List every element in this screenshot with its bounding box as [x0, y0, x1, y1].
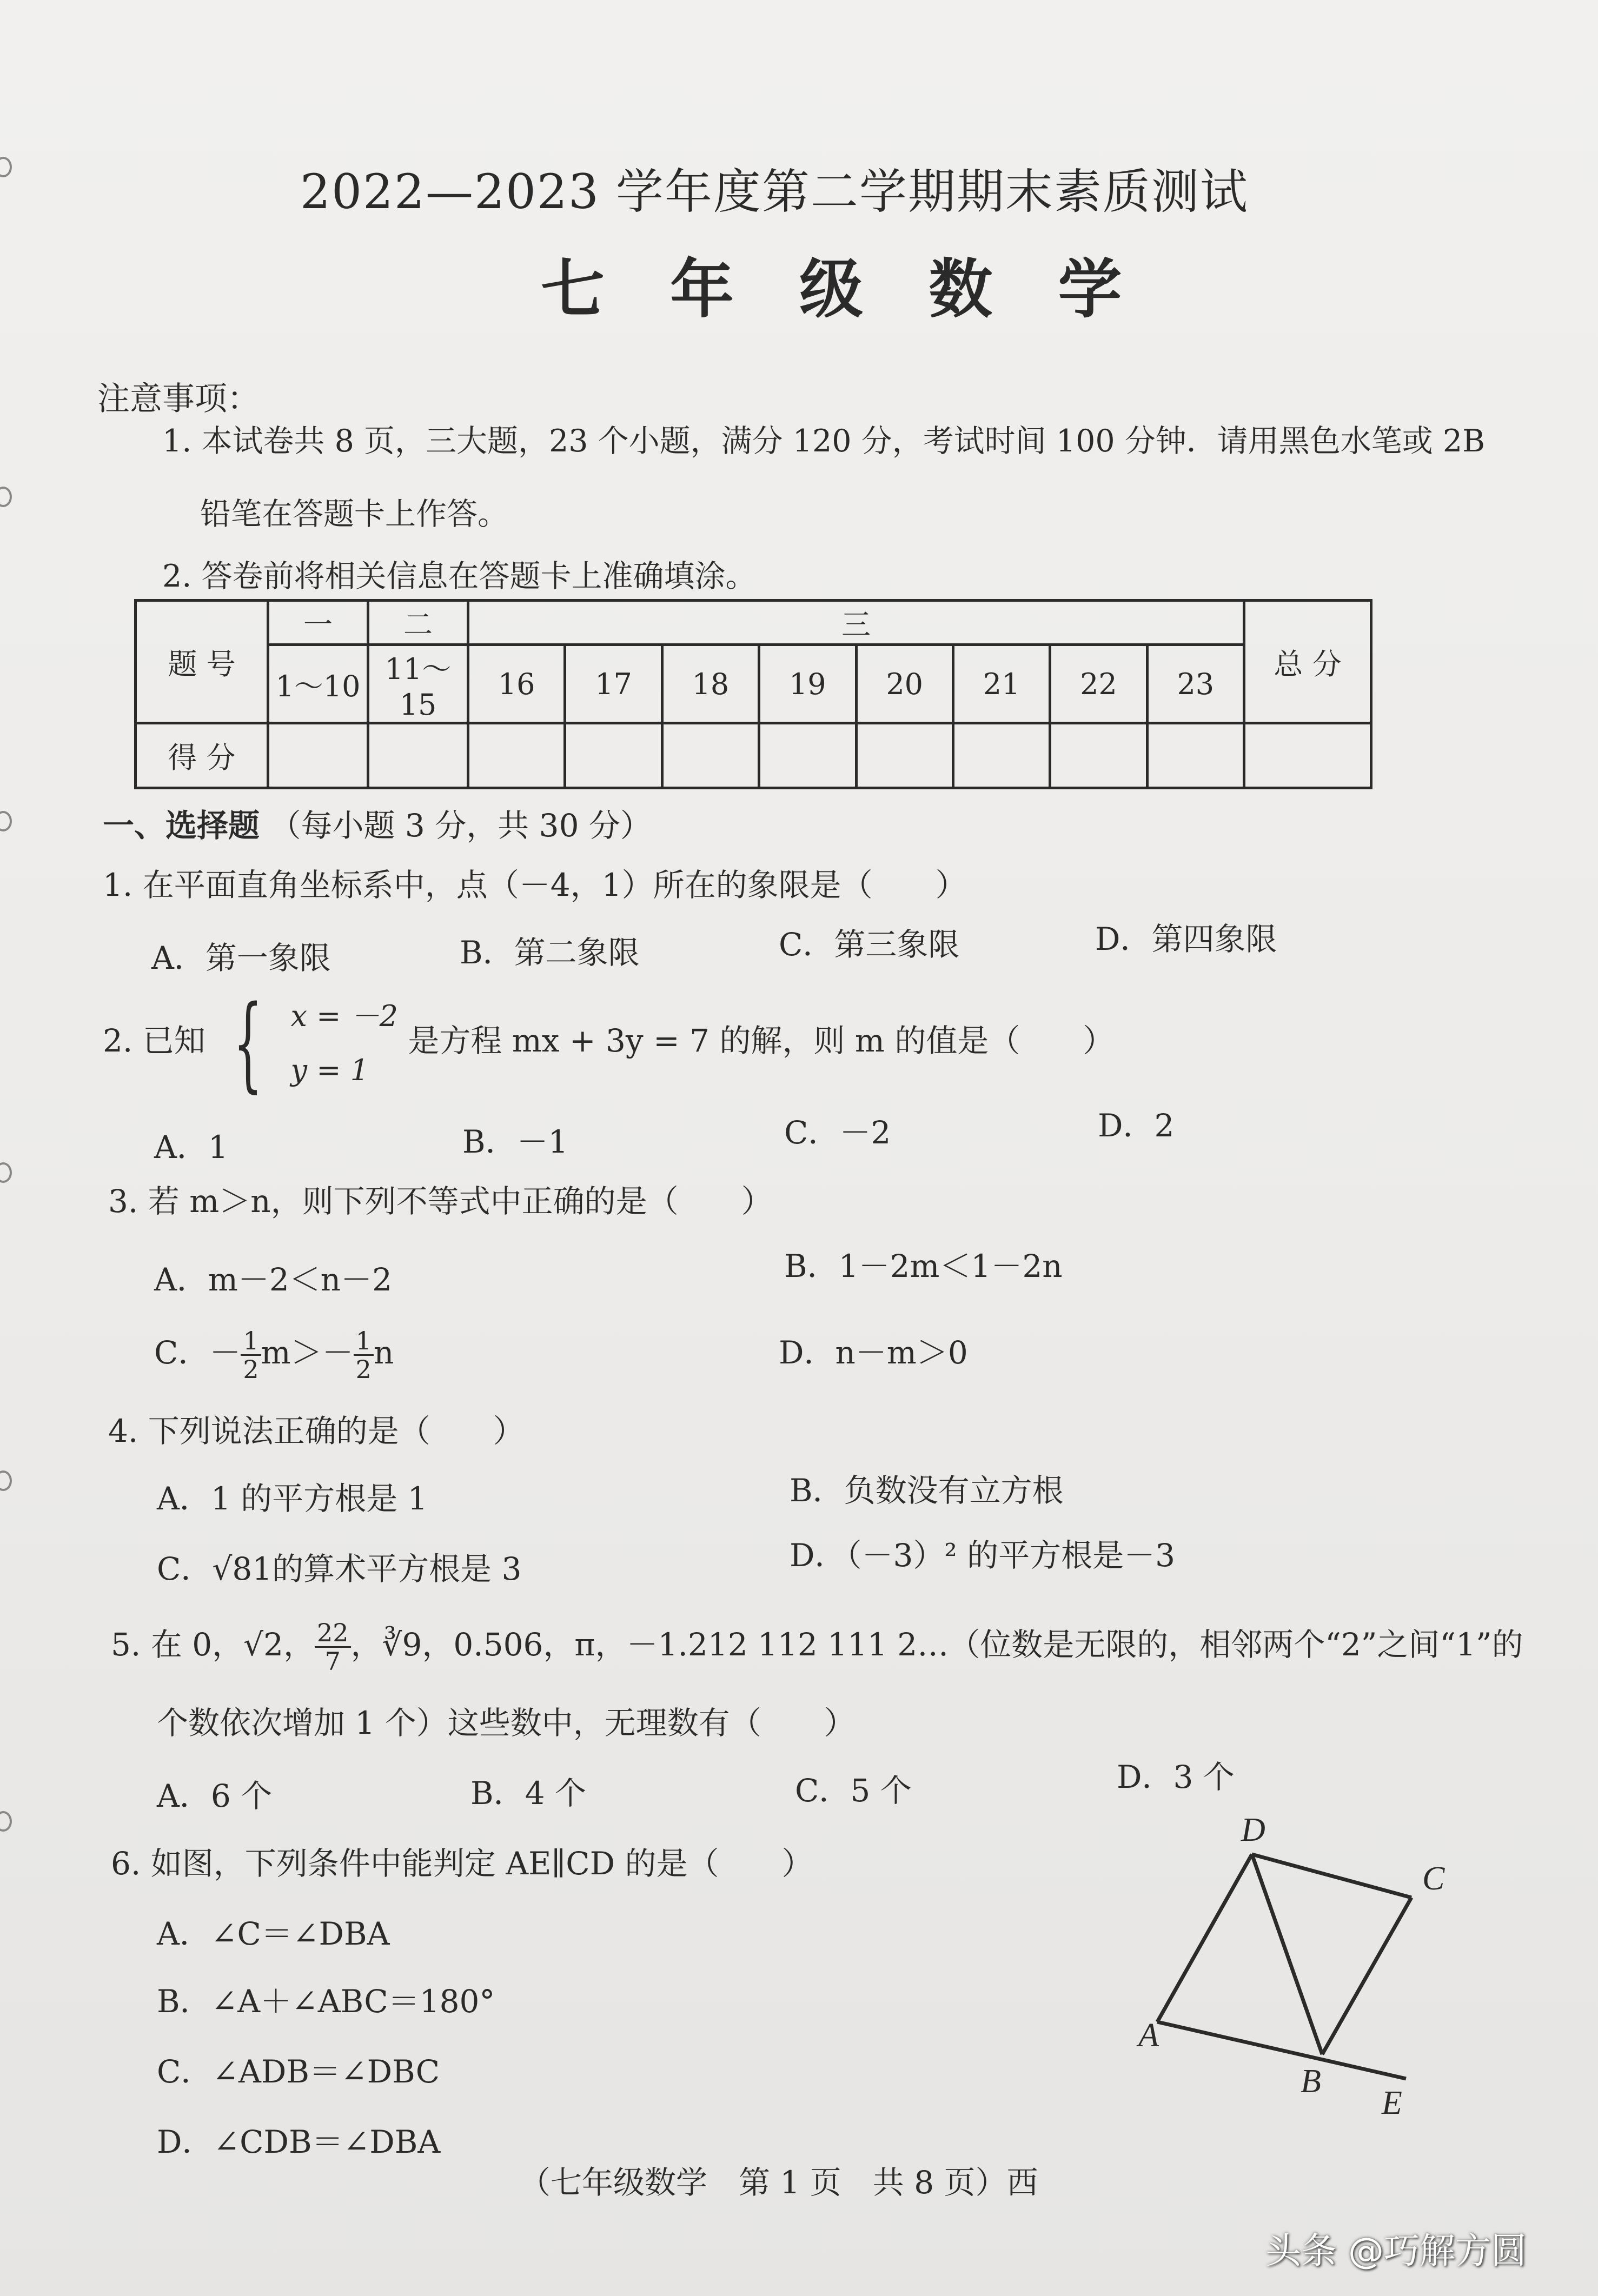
q1-option-d: D．第四象限: [1095, 921, 1277, 957]
exam-subject: 七 年 级 数 学: [541, 251, 1144, 327]
fraction-denominator: 2: [355, 1355, 372, 1385]
segment-da: [1157, 1854, 1252, 2022]
score-row-label: 得 分: [136, 723, 268, 788]
q2-option-c: C．－2: [784, 1114, 891, 1151]
binding-hole: [0, 811, 12, 831]
score-cell: [368, 723, 468, 788]
score-cell: [268, 723, 368, 788]
segment-dc: [1252, 1854, 1411, 1898]
fraction-numerator: 1: [241, 1327, 261, 1356]
fraction-22-over-7: [315, 1619, 351, 1675]
segment-db: [1252, 1854, 1322, 2054]
binding-hole: [0, 487, 12, 507]
binding-hole: [0, 1470, 12, 1491]
q4-option-d: D．（－3）² 的平方根是－3: [790, 1537, 1175, 1574]
q5-option-c: C．5 个: [795, 1772, 912, 1809]
question-5-stem-cont: 个数依次增加 1 个）这些数中，无理数有（ ）: [157, 1705, 856, 1741]
q1-option-b: B．第二象限: [460, 934, 640, 971]
question-4-stem: 4. 下列说法正确的是（ ）: [108, 1413, 525, 1449]
q5-option-d: D．3 个: [1117, 1759, 1235, 1795]
q3-option-a: A．m－2＜n－2: [154, 1261, 393, 1298]
question-number: 17: [565, 645, 662, 723]
q2-option-a: A．1: [154, 1129, 228, 1166]
point-label-b: B: [1301, 2063, 1321, 2100]
q6-option-c: C．∠ADB＝∠DBC: [157, 2053, 440, 2090]
score-cell: [759, 723, 856, 788]
point-label-a: A: [1138, 2017, 1159, 2054]
line-ae: [1157, 2022, 1406, 2079]
section-one-title: 一、选择题: [103, 807, 260, 844]
section-two: 二: [368, 601, 468, 645]
question-5-stem: [111, 1619, 1523, 1675]
q3-option-c: [154, 1327, 394, 1383]
equation-y: y = 1: [290, 1053, 369, 1087]
question-2-stem: [103, 983, 1115, 1103]
brace-icon: {: [233, 983, 263, 1103]
fraction-one-half: [241, 1327, 261, 1383]
q1-option-a: A．第一象限: [151, 940, 331, 976]
total-header: 总 分: [1244, 601, 1371, 723]
score-cell: [1244, 723, 1371, 788]
score-table: [134, 599, 1372, 789]
question-3-stem: 3. 若 m＞n，则下列不等式中正确的是（ ）: [108, 1183, 773, 1220]
binding-hole: [0, 1162, 12, 1183]
q3-c-suffix: n: [373, 1334, 394, 1371]
note-item-1: 1. 本试卷共 8 页，三大题，23 个小题，满分 120 分，考试时间 100 分钟．请用黑色水笔或 2B: [162, 423, 1485, 459]
fraction-numerator: 22: [315, 1619, 351, 1648]
score-cell: [1147, 723, 1244, 788]
binding-hole: [0, 157, 12, 177]
score-cell: [565, 723, 662, 788]
section-three: 三: [468, 601, 1244, 645]
geometry-figure: [1114, 1800, 1460, 2135]
question-6-stem: 6. 如图，下列条件中能判定 AE∥CD 的是（ ）: [111, 1845, 813, 1882]
section-one-info: （每小题 3 分，共 30 分）: [269, 807, 652, 844]
q5-stem-rest: ，∛9，0.506，π，－1.212 112 111 2…（位数是无限的，相邻两个“2”之间“1”的: [350, 1626, 1523, 1663]
score-cell: [468, 723, 565, 788]
score-cell: [1050, 723, 1147, 788]
fraction-one-half: [354, 1327, 374, 1383]
question-number: 19: [759, 645, 856, 723]
watermark: 头条 @巧解方圆: [1265, 2230, 1527, 2272]
q5-option-a: A．6 个: [157, 1778, 273, 1814]
q5-stem-start: 5. 在 0，√2，: [111, 1626, 315, 1663]
fraction-denominator: 2: [243, 1355, 259, 1385]
range-1-10: 1～10: [268, 645, 368, 723]
equation-x: x = －2: [290, 999, 398, 1033]
point-label-c: C: [1422, 1860, 1445, 1897]
segment-cb: [1322, 1898, 1411, 2054]
q5-option-b: B．4 个: [470, 1775, 586, 1812]
q2-suffix: 是方程 mx + 3y = 7 的解，则 m 的值是（ ）: [408, 1022, 1115, 1060]
section-one: 一: [268, 601, 368, 645]
q6-option-a: A．∠C＝∠DBA: [157, 1915, 390, 1952]
q3-option-b: B．1－2m＜1－2n: [784, 1248, 1063, 1285]
q3-c-middle: m＞－: [261, 1334, 354, 1371]
question-number: 16: [468, 645, 565, 723]
fraction-denominator: 7: [324, 1647, 341, 1676]
score-cell: [856, 723, 953, 788]
binding-hole: [0, 1811, 12, 1832]
note-item-1-cont: 铅笔在答题卡上作答。: [200, 496, 508, 532]
q4-option-b: B．负数没有立方根: [790, 1472, 1064, 1509]
q2-option-b: B．－1: [462, 1123, 568, 1160]
notes-heading: 注意事项：: [97, 380, 260, 418]
q6-option-d: D．∠CDB＝∠DBA: [157, 2124, 441, 2160]
q4-option-a: A．1 的平方根是 1: [157, 1480, 428, 1517]
question-1-stem: 1. 在平面直角坐标系中，点（－4，1）所在的象限是（ ）: [103, 867, 967, 903]
point-label-e: E: [1382, 2085, 1402, 2121]
q3-option-d: D．n－m＞0: [779, 1334, 968, 1371]
question-number: 22: [1050, 645, 1147, 723]
section-one-heading: [103, 800, 652, 846]
q4-option-c: C．√81的算术平方根是 3: [157, 1550, 522, 1587]
score-cell: [662, 723, 759, 788]
page-footer: （七年级数学 第 1 页 共 8 页）西: [519, 2164, 1038, 2201]
score-cell: [953, 723, 1050, 788]
q1-option-c: C．第三象限: [779, 926, 960, 963]
question-number: 18: [662, 645, 759, 723]
equation-system: [291, 989, 398, 1097]
q6-option-b: B．∠A＋∠ABC＝180°: [157, 1983, 495, 2020]
figure-lines: [1157, 1854, 1411, 2079]
q3-c-prefix: C．－: [154, 1334, 241, 1371]
exam-title: 2022—2023 学年度第二学期期末素质测试: [300, 164, 1249, 219]
point-label-d: D: [1241, 1812, 1265, 1848]
question-number: 21: [953, 645, 1050, 723]
question-number: 20: [856, 645, 953, 723]
question-number: 23: [1147, 645, 1244, 723]
q2-prefix: 2. 已知: [103, 1022, 205, 1060]
range-11-15: 11～15: [368, 645, 468, 723]
note-item-2: 2. 答卷前将相关信息在答题卡上准确填涂。: [162, 558, 757, 594]
fraction-numerator: 1: [354, 1327, 374, 1356]
q2-option-d: D．2: [1098, 1107, 1175, 1144]
score-table-header: 题 号: [136, 601, 268, 723]
